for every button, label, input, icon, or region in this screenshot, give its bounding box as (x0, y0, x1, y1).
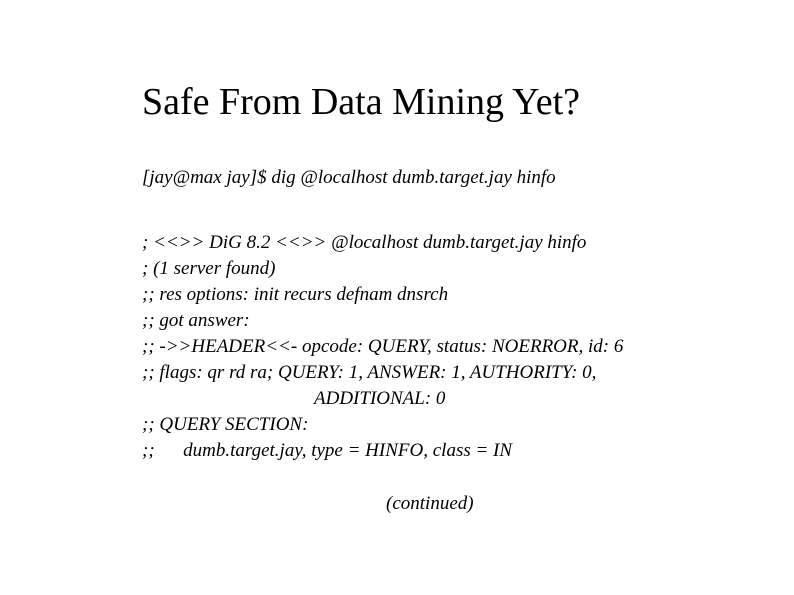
slide-title: Safe From Data Mining Yet? (142, 81, 581, 123)
output-line-query-section: ;; QUERY SECTION: (142, 414, 309, 435)
dig-output (142, 230, 762, 464)
output-line-flags: ;; flags: qr rd ra; QUERY: 1, ANSWER: 1, AUTHORITY: 0, (142, 362, 597, 383)
output-line-header: ;; ->>HEADER<<- opcode: QUERY, status: NOERROR, id: 6 (142, 336, 624, 357)
output-line-server-found: ; (1 server found) (142, 258, 276, 279)
output-line-query-record: ;; dumb.target.jay, type = HINFO, class = IN (142, 440, 513, 461)
shell-command: [jay@max jay]$ dig @localhost dumb.target.jay hinfo (142, 167, 556, 188)
output-line-dig-banner: ; <<>> DiG 8.2 <<>> @localhost dumb.target.jay hinfo (142, 232, 587, 253)
continued-note: (continued) (386, 493, 474, 514)
output-line-res-options: ;; res options: init recurs defnam dnsrch (142, 284, 449, 305)
output-line-got-answer: ;; got answer: (142, 310, 250, 331)
output-line-additional: ADDITIONAL: 0 (314, 388, 446, 409)
